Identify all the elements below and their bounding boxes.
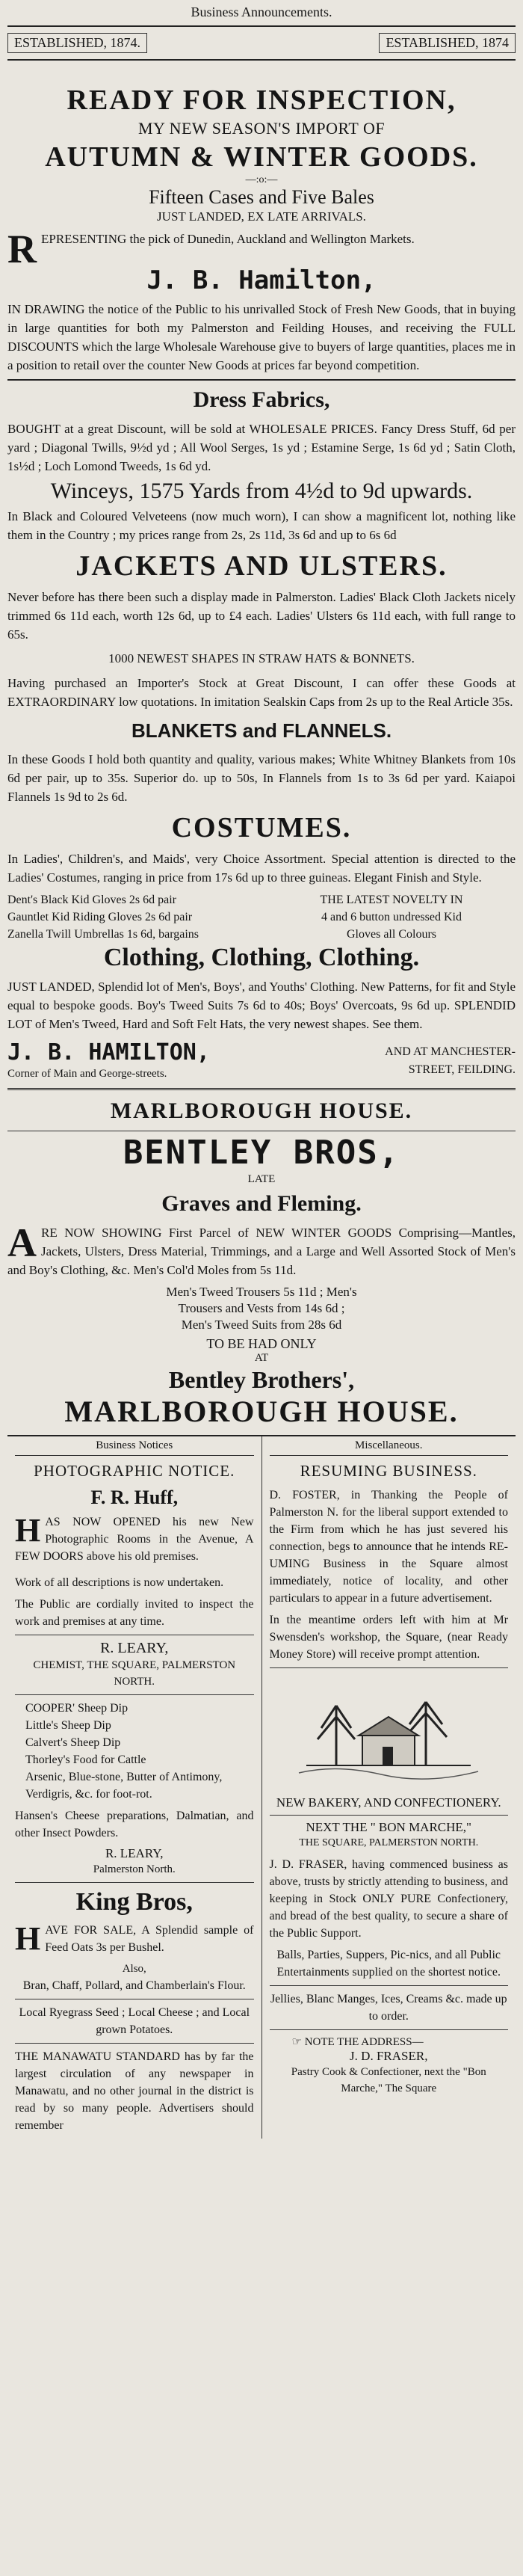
signature-address: Corner of Main and George-streets. [7,1068,167,1080]
divider [270,1815,509,1816]
signature-right [262,1043,516,1079]
foster-paragraph: D. FOSTER, in Thanking the People of Palmerston N. for the liberal support extended to the Firm from which he has just severed his connection, begs to announce that he intends RE-UMING Business in the Square almost immediately, notice of locality, and other particulars to appear in a future advertisement. [269,1489,508,1605]
arrivals-line: JUST LANDED, EX LATE ARRIVALS. [157,209,366,224]
divider [7,25,516,27]
velveteens-paragraph: In Black and Coloured Velveteens (now much worn), I can show a magnificent lot, nothing like them in the Country ; my prices range from 2s, 2s 11d, 3s 6d and up to 6s 6d [7,509,516,542]
king-text: AVE FOR SALE, A Splendid sample of Feed Oats 3s per Bushel. [45,1924,254,1954]
winceys-line: Winceys, 1575 Yards from 4½d to 9d upwards. [50,479,473,503]
divider [7,59,516,61]
blankets-paragraph: In these Goods I hold both quantity and quality, various makes; White Whitney Blankets from 10s 6d per pair, up to 35s. Superior do. up to 50s, In Flannels from 1s to 3s 6d per yard. Kaiapoi Flannels 1s 9d to 2s 6d. [7,752,516,804]
bentley-paragraph [7,1220,516,1279]
drop-cap: H [15,1920,41,1957]
glove-item: Dent's Black Kid Gloves 2s 6d pair [7,894,176,906]
fraser-role: Pastry Cook & Confectioner, next the "Bon Marche," The Square [291,2066,486,2094]
representing-text: EPRESENTING the pick of Dunedin, Auckland and Wellington Markets. [41,232,415,246]
divider [15,1882,254,1883]
blankets-heading: BLANKETS and FLANNELS. [131,719,392,742]
signature-left [7,1039,262,1082]
novelty-line: Gloves all Colours [347,928,436,941]
jackets-paragraph: Never before has there been such a display made in Palmerston. Ladies' Black Cloth Jackets nicely trimmed 6s 11d each, worth 12s 6d, up to £4 each. Ladies' Ulsters 6s 11d each, with full range to 65s. [7,590,516,642]
novelty-line: 4 and 6 button undressed Kid [321,911,462,923]
jellies-paragraph: Jellies, Blanc Manges, Ices, Creams &c. made up to order. [270,1993,507,2023]
marlborough-heading: MARLBOROUGH HOUSE. [110,1098,413,1123]
bentley-name: BENTLEY BROS, [123,1134,400,1172]
marlborough-footer: MARLBOROUGH HOUSE. [64,1395,459,1428]
note-line [270,2035,509,2049]
gloves-right [267,891,516,943]
pointing-hand-icon: ☞ [291,2036,302,2048]
drawing-paragraph: IN DRAWING the notice of the Public to his unrivalled Stock of Fresh New Goods, that in buying in large quantities for both my Palmerston and Feilding Houses, and receiving the FULL DISCOUNTS which the large Wholesale Warehouse give to buyers of large quantities, places me in a position to retail over the counter New Goods at prices far beyond competition. [7,302,516,372]
king-also: Also, [122,1963,146,1975]
ad-goods-heading: AUTUMN & WINTER GOODS. [45,141,478,173]
at-word: AT [254,1352,269,1364]
huff-public: The Public are cordially invited to inspect the work and premises at any time. [15,1598,254,1628]
straw-heading: 1000 NEWEST SHAPES IN STRAW HATS & BONNETS. [108,651,415,665]
photo-notice-title: PHOTOGRAPHIC NOTICE. [34,1462,235,1480]
leary-item: Thorley's Food for Cattle [25,1753,146,1766]
price-line: Men's Tweed Trousers 5s 11d ; Men's [166,1285,357,1299]
hamilton-advertisement [7,83,516,1082]
leary-items [15,1700,254,1803]
divider [270,1985,509,1986]
to-be-had: TO BE HAD ONLY [206,1336,317,1351]
square-line: THE SQUARE, PALMERSTON NORTH. [299,1837,479,1848]
glove-item: Gauntlet Kid Riding Gloves 2s 6d pair [7,911,193,923]
gloves-left [7,891,256,943]
standard-paragraph: THE MANAWATU STANDARD has by far the largest circulation of any newspaper in Manawatu, and no other journal in the district is read by so many people. Advertisers should remember [15,2050,254,2132]
divider [15,2043,254,2044]
king-name: King Bros, [75,1888,193,1916]
established-left: ESTABLISHED, 1874. [7,33,147,53]
representing-paragraph [7,227,516,271]
bentley-prices [7,1284,516,1333]
miscellaneous-column [262,1436,516,2139]
huff-paragraph [15,1513,254,1565]
bentley-text: RE NOW SHOWING First Parcel of NEW WINTER GOODS Comprising—Mantles, Jackets, Ulsters, Dress Material, Trimmings, and a Large and Well Assorted Stock of Men's and Boy's Clothing, &c. Men's Col'd Moles from 5s 11d. [7,1226,516,1277]
price-line: Trousers and Vests from 14s 6d ; [178,1301,345,1315]
late-word: LATE [247,1173,276,1185]
signature-manchester: AND AT MANCHESTER- [385,1045,516,1058]
huff-name: F. R. Huff, [90,1487,179,1508]
dress-heading: Dress Fabrics, [193,387,330,412]
fraser-paragraph: J. D. FRASER, having commenced business as above, trusts by strictly attending to business, and keeping in Stock ONLY PURE Confectionery, and bread of the best quality, to secure a share of the Public Support. [269,1858,508,1940]
huff-text: AS NOW OPENED his new New Photographic Rooms in the Avenue, A FEW DOORS above his old premises. [15,1516,254,1563]
graves-fleming: Graves and Fleming. [161,1191,362,1216]
business-notices-column [7,1436,262,2139]
leary-item: COOPER' Sheep Dip [25,1702,129,1715]
ad-headline: READY FOR INSPECTION, [66,84,457,116]
novelty-line: THE LATEST NOVELTY IN [320,894,463,906]
costumes-paragraph: In Ladies', Children's, and Maids', very Choice Assortment. Special attention is directed to the Ladies' Costumes, ranging in price from 17s 6d up to three guineas. Elegant Finish and Style. [7,852,516,885]
note-text: NOTE THE ADDRESS— [304,2036,424,2048]
leary-item: Little's Sheep Dip [25,1719,111,1732]
cases-line: Fifteen Cases and Five Bales [149,186,374,208]
resuming-title: RESUMING BUSINESS. [300,1462,477,1480]
proprietor-name: J. B. Hamilton, [146,265,377,295]
foster-meantime: In the meantime orders left with him at Mr Swensden's workshop, the Square, (near Ready Money Store) will receive prompt attention. [269,1614,508,1661]
leary-address: CHEMIST, THE SQUARE, PALMERSTON NORTH. [33,1659,236,1688]
signature-name: J. B. HAMILTON, [7,1039,210,1066]
divider [270,2029,509,2030]
balls-paragraph: Balls, Parties, Suppers, Pic-nics, and all Public Entertainments supplied on the shortest notice. [276,1949,501,1979]
established-right: ESTABLISHED, 1874 [379,33,516,53]
clothing-paragraph: JUST LANDED, Splendid lot of Men's, Boys', and Youths' Clothing. New Patterns, for fit and Style equal to bespoke goods. Boy's Tweed Suits 7s 6d to 40s; Boys' Overcoats, 9s 6d up. SPLENDID LOT of Men's Tweed, Hard and Soft Felt Hats, the very newest shapes. See them. [7,980,516,1031]
miscellaneous-heading: Miscellaneous. [270,1436,509,1456]
leary-item: Arsenic, Blue-stone, Butter of Antimony, Verdigris, &c. for foot-rot. [25,1771,223,1801]
king-local: Local Ryegrass Seed ; Local Cheese ; and Local grown Potatoes. [19,2006,250,2036]
bentley-brothers: Bentley Brothers', [168,1366,355,1393]
drop-cap: A [7,1220,37,1265]
signature-block [7,1039,516,1082]
established-row [7,31,516,55]
huff-work: Work of all descriptions is now undertaken. [15,1576,224,1589]
dress-paragraph: BOUGHT at a great Discount, will be sold at WHOLESALE PRICES. Fancy Dress Stuff, 6d per yard ; Diagonal Twills, 9½d yd ; All Wool Serges, 1s yd ; Estamine Serge, 1s 6d yd ; Satin Cloth, 1s½d ; Loch Lomond Tweeds, 1s 6d yd. [7,422,516,473]
divider [15,1694,254,1695]
glove-item: Zanella Twill Umbrellas 1s 6d, bargains [7,928,199,941]
divider [7,379,516,381]
clothing-heading: Clothing, Clothing, Clothing. [103,944,420,971]
business-notices-heading: Business Notices [15,1436,254,1456]
bakery-illustration [291,1676,486,1788]
costumes-heading: COSTUMES. [171,812,352,843]
bakery-title: NEW BAKERY, AND CONFECTIONERY. [276,1795,501,1810]
next-to-line: NEXT THE " BON MARCHE," [306,1820,471,1834]
leary-signature: R. LEARY, [105,1846,164,1860]
divider [7,1088,516,1090]
section-heading: Business Announcements. [191,4,332,19]
drop-cap: R [7,227,37,271]
bottom-columns [7,1435,516,2139]
leary-name: R. LEARY, [100,1640,169,1656]
leary-cheese: Hansen's Cheese preparations, Dalmatian, and other Insect Powders. [15,1810,254,1839]
king-paragraph [15,1922,254,1956]
king-items: Bran, Chaff, Pollard, and Chamberlain's Flour. [22,1979,246,1992]
leary-item: Calvert's Sheep Dip [25,1736,121,1749]
signature-feilding: STREET, FEILDING. [408,1063,516,1076]
price-line: Men's Tweed Suits from 28s 6d [181,1318,342,1332]
ad-intro: MY NEW SEASON'S IMPORT OF [137,119,386,138]
fraser-signature: J. D. FRASER, [350,2049,428,2063]
divider [270,1667,509,1668]
ornament: —:o:— [245,174,278,185]
drop-cap: H [15,1512,41,1549]
gloves-section [7,891,516,943]
jackets-heading: JACKETS AND ULSTERS. [75,550,448,582]
bentley-advertisement [7,1096,516,1429]
straw-paragraph: Having purchased an Importer's Stock at Great Discount, I can offer these Goods at EXTRAORDINARY low quotations. In imitation Sealskin Caps from 2s up to the Real Article 35s. [7,676,516,709]
leary-place: Palmerston North. [93,1863,176,1875]
